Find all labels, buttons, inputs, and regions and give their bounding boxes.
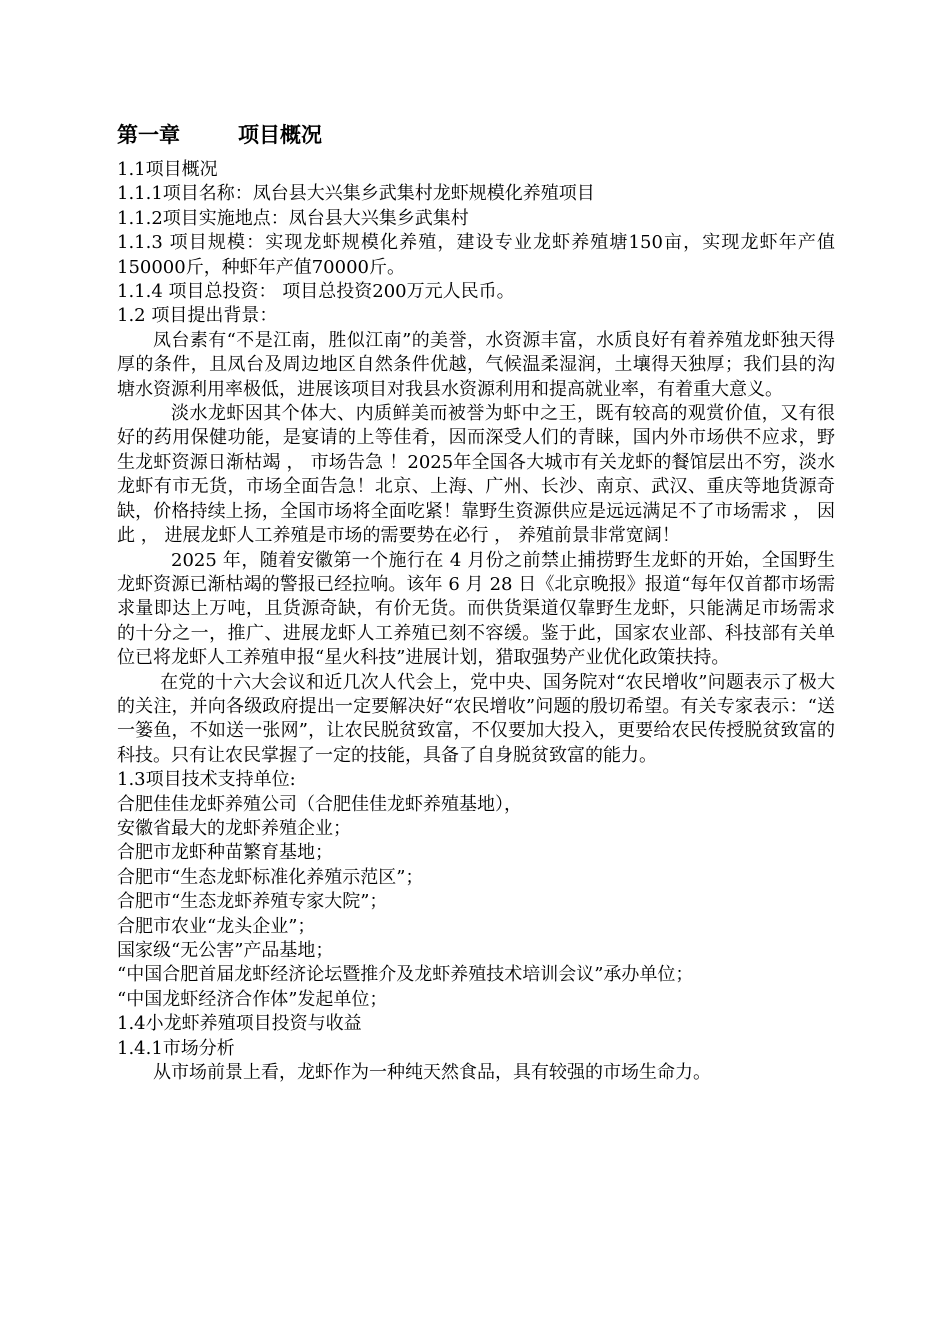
background-paragraph-4: 在党的十六大会议和近几次人代会上，党中央、国务院对“农民增收”问题表示了极大的关注，并向各级政府提出一定要解决好“农民增收”问题的殷切希望。有关专家表示：“送一篓鱼，不如送一张网”，让农民脱贫致富，不仅要加大投入，更要给农民传授脱贫致富的科技。只有让农民掌握了一定的技能，具备了自身脱贫致富的能力。 — [117, 671, 835, 766]
support-item: 合肥市“生态龙虾标准化养殖示范区”； — [117, 866, 424, 888]
section-1-1-3-scale: 1.1.3 项目规模：实现龙虾规模化养殖，建设专业龙虾养殖塘150亩，实现龙虾年产值150000斤，种虾年产值70000斤。 — [117, 232, 835, 278]
market-paragraph: 从市场前景上看，龙虾作为一种纯天然食品，具有较强的市场生命力。 — [153, 1062, 711, 1084]
support-item: 国家级“无公害”产品基地； — [117, 940, 334, 961]
section-1-4-1-market-analysis: 1.4.1市场分析 — [117, 1037, 235, 1059]
support-item: 合肥佳佳龙虾养殖公司（合肥佳佳龙虾养殖基地）， — [117, 793, 522, 815]
section-1-1-4-investment: 1.1.4 项目总投资： 项目总投资200万元人民币。 — [117, 281, 515, 303]
section-1-3-support: 1.3项目技术支持单位: — [117, 769, 296, 791]
section-1-1-1-project-name: 1.1.1项目名称：凤台县大兴集乡武集村龙虾规模化养殖项目 — [117, 183, 595, 205]
section-1-1: 1.1项目概况 — [117, 159, 218, 180]
support-item: “中国龙虾经济合作体”发起单位； — [117, 988, 388, 1010]
section-1-4-investment-returns: 1.4小龙虾养殖项目投资与收益 — [117, 1013, 362, 1035]
chapter-number: 第一章 — [117, 123, 180, 147]
support-item: 合肥市农业“龙头企业”； — [117, 915, 316, 937]
chapter-heading — [117, 120, 835, 150]
document-page — [117, 120, 835, 1085]
background-paragraph-3: 2025 年，随着安徽第一个施行在 4 月份之前禁止捕捞野生龙虾的开始，全国野生龙虾资源已渐枯竭的警报已经拉响。该年 6 月 28 日《北京晚报》报道“每年仅首都市场需求量即达上万吨，且货源奇缺，有价无货。而供货渠道仅靠野生龙虾，只能满足市场需求的十分之一，推广、进展龙虾人工养殖已刻不容缓。鉴于此，国家农业部、科技部有关单位已将龙虾人工养殖申报“星火科技”进展计划，猎取强势产业优化政策扶持。 — [117, 549, 835, 669]
support-item: 合肥市“生态龙虾养殖专家大院”； — [117, 891, 388, 913]
section-1-2-background: 1.2 项目提出背景： — [117, 305, 278, 327]
chapter-title: 项目概况 — [238, 123, 322, 147]
background-paragraph-1: 凤台素有“不是江南，胜似江南”的美誉，水资源丰富，水质良好有着养殖龙虾独天得厚的条件，且凤台及周边地区自然条件优越，气候温柔湿润，土壤得天独厚；我们县的沟塘水资源利用率极低，进展该项目对我县水资源利用和提高就业率，有着重大意义。 — [117, 329, 835, 400]
support-item: 安徽省最大的龙虾养殖企业； — [117, 817, 351, 839]
section-1-1-2-location: 1.1.2项目实施地点：凤台县大兴集乡武集村 — [117, 207, 469, 229]
support-item: “中国合肥首届龙虾经济论坛暨推介及龙虾养殖技术培训会议”承办单位； — [117, 964, 694, 986]
support-item: 合肥市龙虾种苗繁育基地； — [117, 842, 333, 864]
background-paragraph-2: 淡水龙虾因其个体大、内质鲜美而被誉为虾中之王，既有较高的观赏价值，又有很好的药用保健功能，是宴请的上等佳肴，因而深受人们的青睐，国内外市场供不应求，野生龙虾资源日渐枯竭 ， 市场告急 ！2025年全国各大城市有关龙虾的餐馆层出不穷，淡水龙虾有市无货，市场全面告急！北京、上海、广州、长沙、南京、武汉、重庆等地货源奇缺，价格持续上扬，全国市场将全面吃紧！靠野生资源供应是远远满足不了市场需求 ， 因此 ， 进展龙虾人工养殖是市场的需要势在必行 ， 养殖前景非常宽阔！ — [117, 403, 835, 547]
